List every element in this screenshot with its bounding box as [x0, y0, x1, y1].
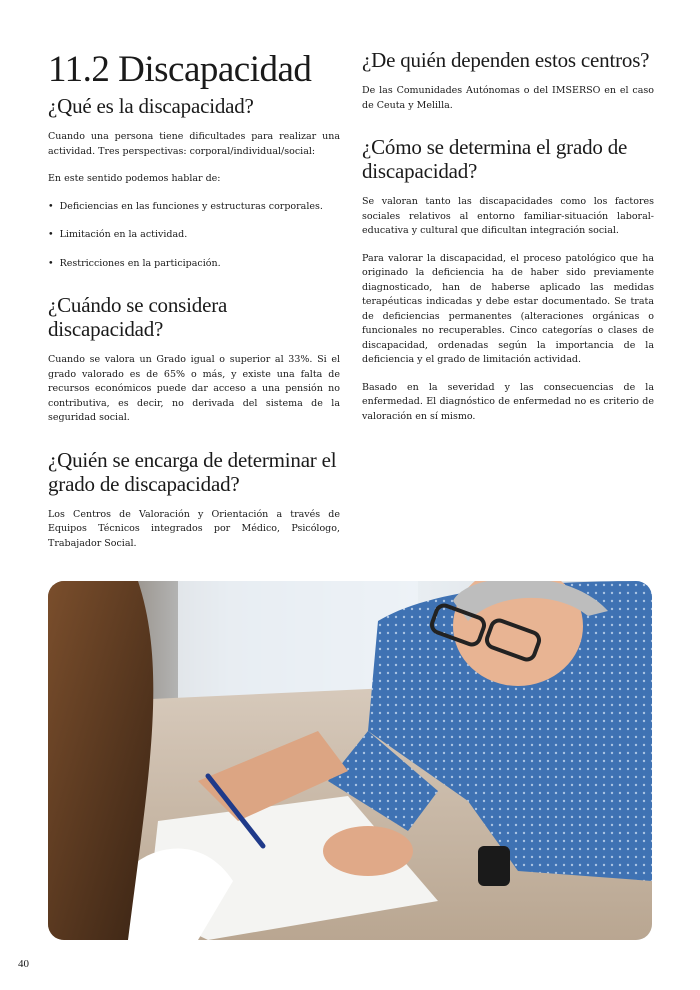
- page-number: 40: [18, 958, 29, 970]
- bullet-icon: •: [48, 200, 54, 212]
- heading-de-quien: ¿De quién dependen estos centros?: [362, 48, 650, 72]
- paragraph: En este sentido podemos hablar de:: [48, 173, 221, 184]
- page-title: 11.2 Discapacidad: [48, 49, 312, 90]
- heading-quien: ¿Quién se encarga de determinar el grado de discapacidad?: [48, 447, 337, 496]
- paragraph: Cuando se valora un Grado igual o superior al 33%. Si el grado valorado es de 65% o más, y existe una falta de recursos económicos puede dar acceso a una pensión no contributiva, es decir, no derivada del sistema de la seguridad social.: [48, 354, 340, 423]
- paragraph: Basado en la severidad y las consecuencias de la enfermedad. El diagnóstico de enfermedad no es criterio de valoración en sí mismo.: [362, 381, 654, 422]
- list-item: [48, 257, 340, 272]
- right-column: [362, 40, 654, 437]
- paragraph: Los Centros de Valoración y Orientación a través de Equipos Técnicos integrados por Médico, Psicólogo, Trabajador Social.: [48, 508, 340, 549]
- heading-como: ¿Cómo se determina el grado de discapacidad?: [362, 135, 628, 183]
- list-item-text: Deficiencias en las funciones y estructuras corporales.: [59, 200, 323, 212]
- paragraph: De las Comunidades Autónomas o del IMSERSO en el caso de Ceuta y Melilla.: [362, 85, 654, 111]
- paragraph: Se valoran tanto las discapacidades como los factores sociales relativos al entorno familiar-situación laboral-educativa y cultural que dificultan integración social.: [362, 196, 654, 236]
- bullet-icon: •: [48, 229, 54, 240]
- left-column: [48, 40, 340, 564]
- heading-cuando: ¿Cuándo se considera discapacidad?: [48, 293, 228, 341]
- photo-illustration: [48, 581, 652, 940]
- heading-que-es: ¿Qué es la discapacidad?: [48, 94, 254, 118]
- bullet-icon: •: [48, 257, 54, 269]
- paragraph: Para valorar la discapacidad, el proceso patológico que ha originado la deficiencia ha de haber sido previamente diagnosticado, han de haberse aplicado las medidas terapéuticas indicadas y debe estar documentado. Se trata de deficiencias permanentes (alteraciones orgánicas o funcionales no recuperables. Cinco categorías o clases de discapacidad, ordenadas según la importancia de la deficiencia y el grado de limitación actividad.: [362, 252, 654, 365]
- list-item-text: Restricciones en la participación.: [59, 257, 221, 269]
- paragraph: Cuando una persona tiene dificultades para realizar una actividad. Tres perspectivas: corporal/individual/social:: [48, 131, 340, 157]
- list-item: [48, 228, 340, 243]
- photo-man-signing-document: [48, 581, 652, 940]
- list-item: [48, 200, 340, 215]
- list-item-text: Limitación en la actividad.: [59, 229, 188, 240]
